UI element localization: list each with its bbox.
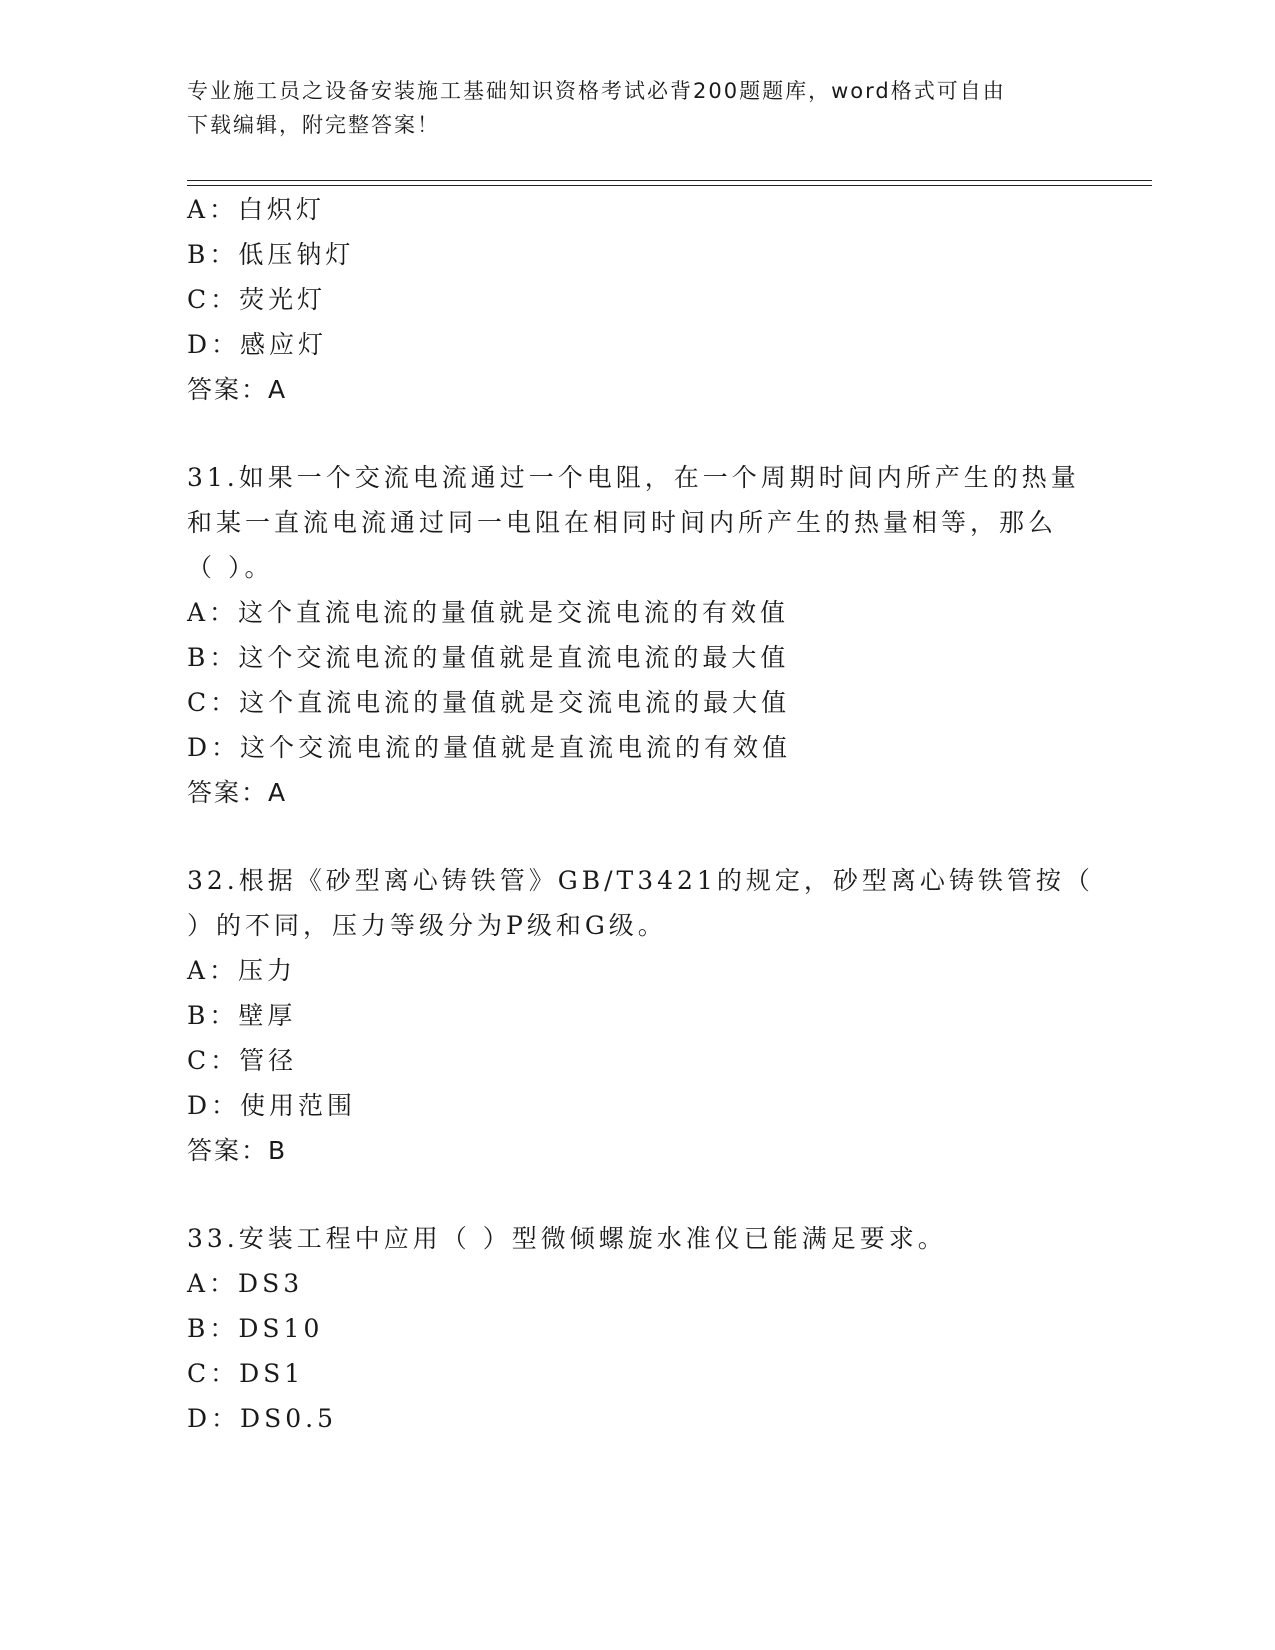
q33-option-b: B：DS10 [187,1314,324,1343]
q31-option-d: D：这个交流电流的量值就是直流电流的有效值 [187,733,792,762]
q32-option-a: A：压力 [187,956,297,985]
q32-option-c: C：管径 [187,1046,298,1075]
q31-stem-line-1: 31.如果一个交流电流通过一个电阻，在一个周期时间内所产生的热量 [187,463,1080,492]
q32-stem-line-1: 32.根据《砂型离心铸铁管》GB/T3421的规定，砂型离心铸铁管按（ [187,866,1094,895]
prev-option-a: A：白炽灯 [187,195,326,224]
q31-stem-line-3: （ ）。 [187,553,274,582]
q31-stem-line-2: 和某一直流电流通过同一电阻在相同时间内所产生的热量相等，那么 [187,508,1058,537]
header-line-2: 下载编辑，附完整答案！ [187,113,440,137]
q33-stem-line-1: 33.安装工程中应用（ ）型微倾螺旋水准仪已能满足要求。 [187,1224,947,1253]
header-divider-top [187,180,1152,181]
q33-option-c: C：DS1 [187,1359,305,1388]
q31-answer: 答案：A [187,778,288,807]
q32-option-b: B：壁厚 [187,1001,297,1030]
q31-option-a: A：这个直流电流的量值就是交流电流的有效值 [187,598,790,627]
prev-option-c: C：荧光灯 [187,285,327,314]
q31-option-c: C：这个直流电流的量值就是交流电流的最大值 [187,688,791,717]
header-divider-bottom [187,185,1152,186]
q33-option-d: D：DS0.5 [187,1404,337,1433]
document-header [187,74,1067,142]
header-line-1: 专业施工员之设备安装施工基础知识资格考试必背200题题库，word格式可自由 [187,79,1006,103]
q33-option-a: A：DS3 [187,1269,304,1298]
q31-option-b: B：这个交流电流的量值就是直流电流的最大值 [187,643,790,672]
q32-stem-line-2: ）的不同，压力等级分为P级和G级。 [187,911,667,940]
q32-answer: 答案：B [187,1136,288,1165]
prev-option-b: B：低压钠灯 [187,240,355,269]
prev-answer: 答案：A [187,375,288,404]
prev-option-d: D：感应灯 [187,330,328,359]
q32-option-d: D：使用范围 [187,1091,357,1120]
